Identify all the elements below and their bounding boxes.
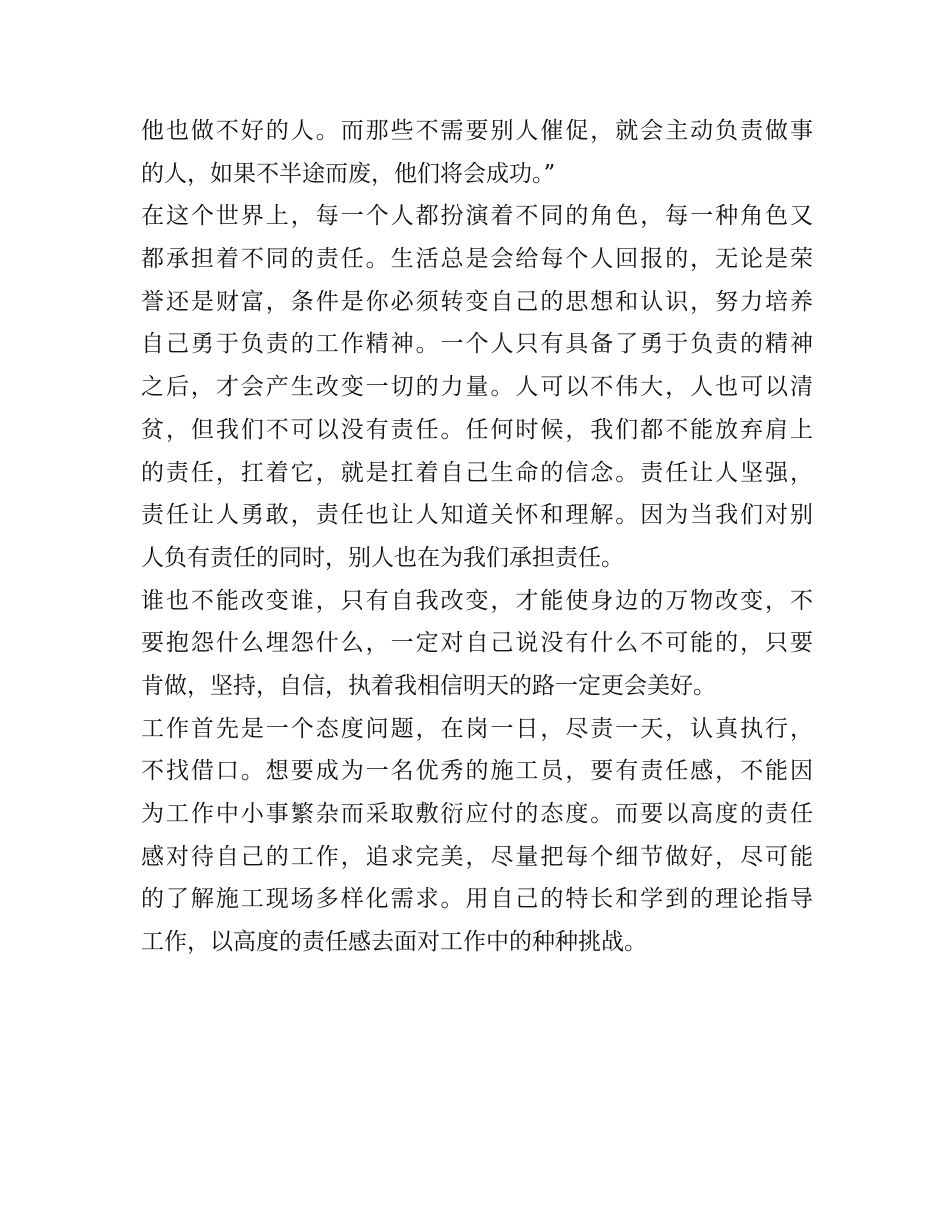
text-line: 贫，但我们不可以没有责任。任何时候，我们都不能放弃肩上 xyxy=(141,416,813,443)
body-text xyxy=(141,110,813,964)
text-line: 之后，才会产生改变一切的力量。人可以不伟大，人也可以清 xyxy=(141,374,813,401)
text-line: 肯做，坚持，自信，执着我相信明天的路一定更会美好。 xyxy=(141,672,716,699)
text-line: 誉还是财富，条件是你必须转变自己的思想和认识，努力培养 xyxy=(141,288,813,315)
text-line: 为工作中小事繁杂而采取敷衍应付的态度。而要以高度的责任 xyxy=(141,801,813,827)
text-line: 不找借口。想要成为一名优秀的施工员，要有责任感，不能因 xyxy=(141,758,813,785)
text-line: 的责任，扛着它，就是扛着自己生命的信念。责任让人坚强， xyxy=(141,459,813,486)
text-line: 的人，如果不半途而废，他们将会成功。” xyxy=(141,160,556,187)
text-line: 工作首先是一个态度问题，在岗一日，尽责一天，认真执行， xyxy=(141,715,813,742)
text-line: 在这个世界上，每一个人都扮演着不同的角色，每一种角色又 xyxy=(141,203,813,230)
text-line: 自己勇于负责的工作精神。一个人只有具备了勇于负责的精神 xyxy=(141,331,813,358)
text-line: 要抱怨什么埋怨什么，一定对自己说没有什么不可能的，只要 xyxy=(141,630,813,657)
text-line: 的了解施工现场多样化需求。用自己的特长和学到的理论指导 xyxy=(141,886,813,913)
text-line: 谁也不能改变谁，只有自我改变，才能使身边的万物改变，不 xyxy=(141,587,813,614)
text-line: 责任让人勇敢，责任也让人知道关怀和理解。因为当我们对别 xyxy=(141,502,813,529)
text-line: 他也做不好的人。而那些不需要别人催促，就会主动负责做事 xyxy=(141,118,813,144)
text-line: 人负有责任的同时，别人也在为我们承担责任。 xyxy=(141,544,624,571)
text-line: 感对待自己的工作，追求完美，尽量把每个细节做好，尽可能 xyxy=(141,843,813,870)
text-line: 都承担着不同的责任。生活总是会给每个人回报的，无论是荣 xyxy=(141,246,813,273)
text-line: 工作，以高度的责任感去面对工作中的种种挑战。 xyxy=(141,929,647,956)
